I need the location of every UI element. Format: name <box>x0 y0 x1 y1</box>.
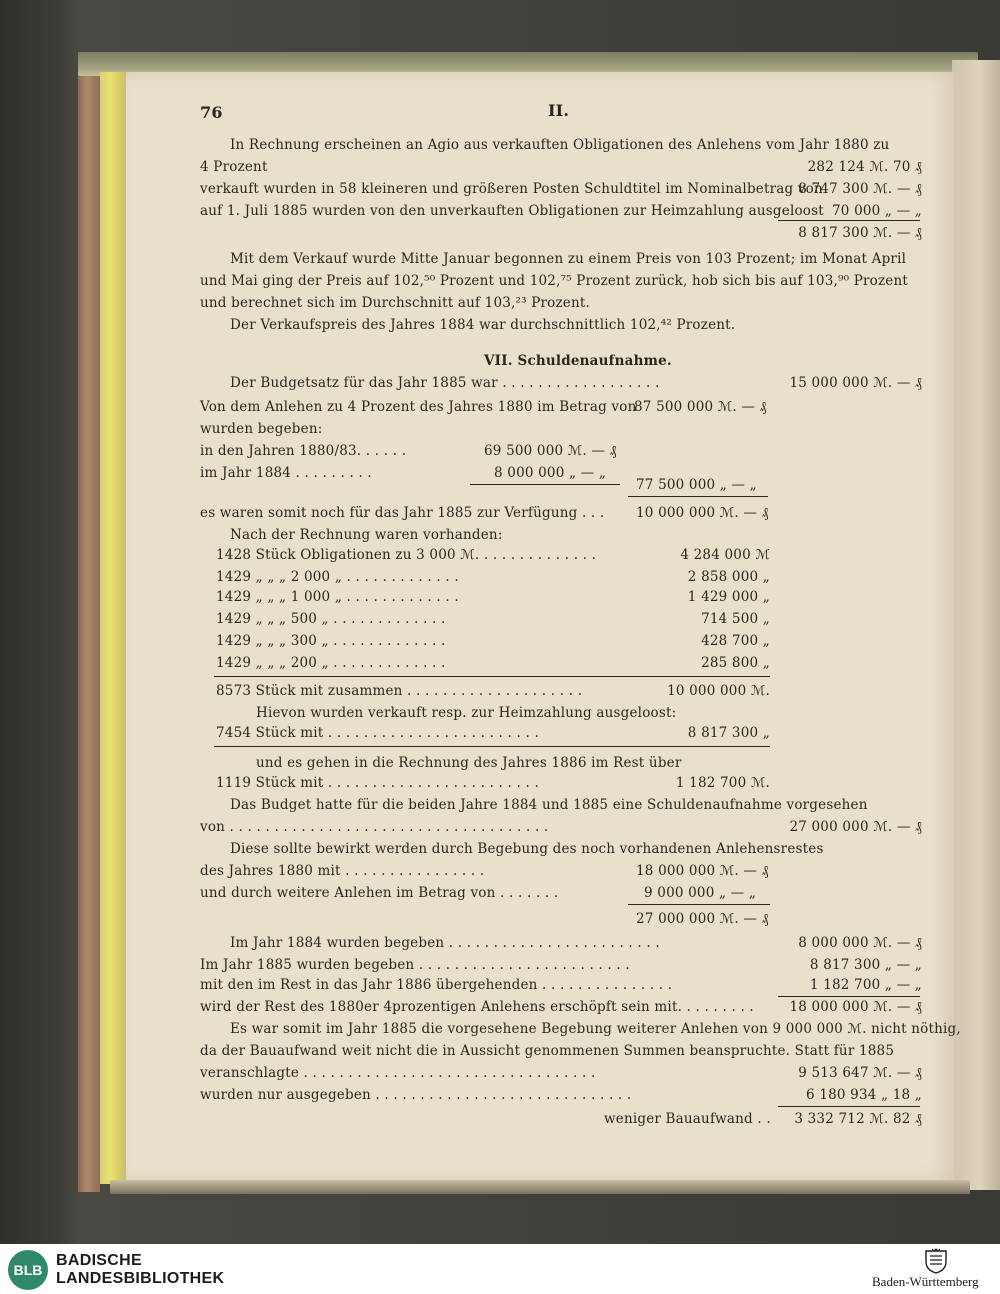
amount: 10 000 000 ℳ. — ₰ <box>636 505 769 521</box>
text-line: mit den im Rest in das Jahr 1886 übergehenden . . . . . . . . . . . . . . . <box>200 977 673 993</box>
table-row: 1429 „ „ „ 200 „ . . . . . . . . . . . . . <box>216 655 446 671</box>
text-line: verkauft wurden in 58 kleineren und größeren Posten Schuldtitel im Nominalbetrag von <box>200 181 823 197</box>
text-line: wurden nur ausgegeben . . . . . . . . . . . . . . . . . . . . . . . . . . . . . <box>200 1087 632 1103</box>
amount: 285 800 „ <box>701 655 770 671</box>
text-line: wurden begeben: <box>200 421 323 437</box>
amount: 8 000 000 ℳ. — ₰ <box>798 935 922 951</box>
text-line: und durch weitere Anlehen im Betrag von . . . . . . . <box>200 885 559 901</box>
text-line: des Jahres 1880 mit . . . . . . . . . . . . . . . . <box>200 863 485 879</box>
sum-rule <box>214 676 770 677</box>
text-line: Es war somit im Jahr 1885 die vorgesehene Begebung weiterer Anlehen von 9 000 000 ℳ. nicht nöthig, <box>230 1021 961 1037</box>
page-bottom-edge <box>110 1180 970 1194</box>
text-line: Das Budget hatte für die beiden Jahre 1884 und 1885 eine Schuldenaufnahme vorgesehen <box>230 797 868 813</box>
amount: 9 000 000 „ — „ <box>644 885 757 901</box>
sum-rule <box>214 746 770 747</box>
text-line: veranschlagte . . . . . . . . . . . . . . . . . . . . . . . . . . . . . . . . . <box>200 1065 596 1081</box>
chapter-heading: VII. Schuldenaufnahme. <box>484 353 672 369</box>
text-line: weniger Bauaufwand . . <box>604 1111 771 1127</box>
text-line: in den Jahren 1880/83. . . . . . <box>200 443 407 459</box>
table-row: 1429 „ „ „ 500 „ . . . . . . . . . . . . . <box>216 611 446 627</box>
text-line: Im Jahr 1884 wurden begeben . . . . . . . . . . . . . . . . . . . . . . . . <box>230 935 660 951</box>
book-cover-edge <box>78 52 100 1192</box>
text-line: Der Budgetsatz für das Jahr 1885 war . . . . . . . . . . . . . . . . . . <box>230 375 660 391</box>
sum-rule <box>778 996 920 997</box>
text-line: 7454 Stück mit . . . . . . . . . . . . . . . . . . . . . . . . <box>216 725 539 741</box>
amount: 27 000 000 ℳ. — ₰ <box>789 819 922 835</box>
yellow-page-edge <box>100 72 126 1184</box>
blb-logo[interactable]: BLB <box>8 1250 48 1290</box>
text-line: im Jahr 1884 . . . . . . . . . <box>200 465 372 481</box>
table-row: 1429 „ „ „ 300 „ . . . . . . . . . . . . . <box>216 633 446 649</box>
amount: 69 500 000 ℳ. — ₰ <box>484 443 617 459</box>
page-number: 76 <box>200 103 223 122</box>
amount: 4 284 000 ℳ <box>680 547 770 563</box>
amount: 15 000 000 ℳ. — ₰ <box>789 375 922 391</box>
text-line: Von dem Anlehen zu 4 Prozent des Jahres 1880 im Betrag von <box>200 399 637 415</box>
amount: 428 700 „ <box>701 633 770 649</box>
amount-total: 77 500 000 „ — „ <box>636 477 757 493</box>
coat-of-arms-icon <box>924 1248 948 1274</box>
section-heading: II. <box>548 101 570 120</box>
text-line: es waren somit noch für das Jahr 1885 zur Verfügung . . . <box>200 505 605 521</box>
amount: 2 858 000 „ <box>687 569 770 585</box>
text-line: wird der Rest des 1880er 4prozentigen Anlehens erschöpft sein mit. . . . . . . . . <box>200 999 754 1015</box>
amount: 8 817 300 „ <box>687 725 770 741</box>
amount: 1 429 000 „ <box>687 589 770 605</box>
table-row: 1428 Stück Obligationen zu 3 000 ℳ. . . . . . . . . . . . . . <box>216 547 597 563</box>
library-name-line2: LANDESBIBLIOTHEK <box>56 1270 225 1287</box>
amount-total: 3 332 712 ℳ. 82 ₰ <box>794 1111 922 1127</box>
text-line: 4 Prozent <box>200 159 268 175</box>
region-name: Baden-Württemberg <box>872 1274 979 1289</box>
library-name[interactable] <box>56 1252 224 1288</box>
amount: 8 000 000 „ — „ <box>494 465 607 481</box>
amount: 8 747 300 ℳ. — ₰ <box>798 181 922 197</box>
text-line: 8573 Stück mit zusammen . . . . . . . . . . . . . . . . . . . . <box>216 683 583 699</box>
text-line: auf 1. Juli 1885 wurden von den unverkauften Obligationen zur Heimzahlung ausgeloost <box>200 203 824 219</box>
table-row: 1429 „ „ „ 1 000 „ . . . . . . . . . . . . . <box>216 589 459 605</box>
sum-rule <box>628 496 768 497</box>
text-line: In Rechnung erscheinen an Agio aus verkauften Obligationen des Anlehens vom Jahr 1880 zu <box>230 137 890 153</box>
library-name-line1: BADISCHE <box>56 1252 142 1269</box>
amount: 18 000 000 ℳ. — ₰ <box>636 863 769 879</box>
text-line: und berechnet sich im Durchschnitt auf 103,²³ Prozent. <box>200 295 590 311</box>
amount: 1 182 700 „ — „ <box>809 977 922 993</box>
text-line: Mit dem Verkauf wurde Mitte Januar begonnen zu einem Preis von 103 Prozent; im Monat April <box>230 251 907 267</box>
amount: 714 500 „ <box>701 611 770 627</box>
table-row: 1429 „ „ „ 2 000 „ . . . . . . . . . . . . . <box>216 569 459 585</box>
text-line: Im Jahr 1885 wurden begeben . . . . . . . . . . . . . . . . . . . . . . . . <box>200 957 630 973</box>
amount: 9 513 647 ℳ. — ₰ <box>798 1065 922 1081</box>
text-line: Der Verkaufspreis des Jahres 1884 war durchschnittlich 102,⁴² Prozent. <box>230 317 736 333</box>
text-line: und es gehen in die Rechnung des Jahres 1886 im Rest über <box>256 755 682 771</box>
footer-bar <box>0 1244 1000 1294</box>
text-line: von . . . . . . . . . . . . . . . . . . . . . . . . . . . . . . . . . . . . <box>200 819 549 835</box>
sum-rule <box>778 1106 920 1107</box>
sum-rule <box>628 904 770 905</box>
amount: 87 500 000 ℳ. — ₰ <box>634 399 767 415</box>
sum-rule <box>778 220 920 221</box>
text-line: Hievon wurden verkauft resp. zur Heimzahlung ausgeloost: <box>256 705 677 721</box>
amount: 70 000 „ — „ <box>832 203 922 219</box>
text-line: Diese sollte bewirkt werden durch Begebung des noch vorhandenen Anlehensrestes <box>230 841 824 857</box>
text-line: 1119 Stück mit . . . . . . . . . . . . . . . . . . . . . . . . <box>216 775 539 791</box>
sum-rule <box>470 484 620 485</box>
text-line: da der Bauaufwand weit nicht die in Aussicht genommenen Summen beanspruchte. Statt für 1885 <box>200 1043 895 1059</box>
amount-total: 27 000 000 ℳ. — ₰ <box>636 911 769 927</box>
amount-total: 8 817 300 ℳ. — ₰ <box>798 225 922 241</box>
text-line: und Mai ging der Preis auf 102,⁵⁰ Prozent und 102,⁷⁵ Prozent zurück, hob sich bis auf 103,⁹⁰ Prozent <box>200 273 908 289</box>
amount: 6 180 934 „ 18 „ <box>806 1087 922 1103</box>
amount-total: 18 000 000 ℳ. — ₰ <box>789 999 922 1015</box>
amount: 282 124 ℳ. 70 ₰ <box>807 159 922 175</box>
amount-total: 10 000 000 ℳ. <box>667 683 770 699</box>
amount: 8 817 300 „ — „ <box>809 957 922 973</box>
text-line: Nach der Rechnung waren vorhanden: <box>230 527 503 543</box>
amount: 1 182 700 ℳ. <box>675 775 770 791</box>
